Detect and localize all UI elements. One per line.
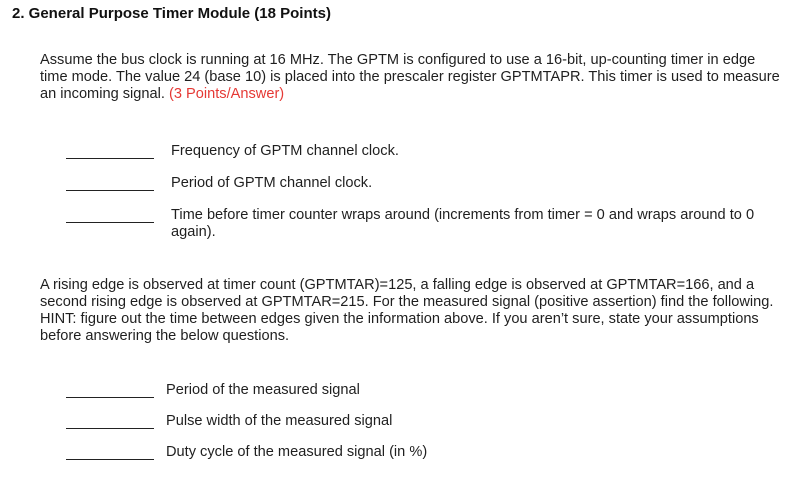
answer-blank[interactable]	[66, 459, 154, 460]
question-text: Pulse width of the measured signal	[166, 413, 393, 429]
answer-blank[interactable]	[66, 190, 154, 191]
question-text: Period of GPTM channel clock.	[171, 175, 373, 191]
question-text: Time before timer counter wraps around (increments from timer = 0 and wraps around to 0 again).	[171, 207, 755, 240]
answer-blank[interactable]	[66, 428, 154, 429]
answer-blank[interactable]	[66, 158, 154, 159]
intro-text: Assume the bus clock is running at 16 MHz. The GPTM is configured to use a 16-bit, up-counting timer in edge time mode. The value 24 (base 10) is placed into the prescaler register GPTMTAPR. This timer is used to measure an incoming signal.	[40, 52, 780, 102]
question-text: Duty cycle of the measured signal (in %)	[166, 444, 428, 460]
scenario-paragraph: A rising edge is observed at timer count (GPTMTAR)=125, a falling edge is observed at GPTMTAR=166, and a second rising edge is observed at GPTMTAR=215. For the measured signal (positive assertion) find the following. HINT: figure out the time between edges given the information above. If you aren’t sure, state your assumptions before answering the below questions.	[40, 277, 774, 344]
section-heading: 2. General Purpose Timer Module (18 Points)	[12, 5, 331, 22]
answer-blank[interactable]	[66, 397, 154, 398]
question-text: Frequency of GPTM channel clock.	[171, 143, 399, 159]
points-note: (3 Points/Answer)	[169, 86, 285, 102]
question-text: Period of the measured signal	[166, 382, 360, 398]
intro-paragraph	[40, 52, 785, 103]
answer-blank[interactable]	[66, 222, 154, 223]
